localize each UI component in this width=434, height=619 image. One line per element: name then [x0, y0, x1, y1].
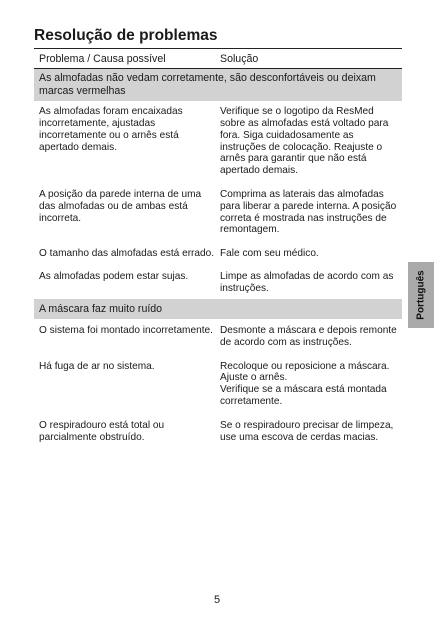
problem-cell: O tamanho das almofadas está errado.: [39, 248, 215, 260]
problem-cell: O sistema foi montado incorretamente.: [39, 325, 213, 337]
page-title: Resolução de problemas: [34, 27, 218, 44]
header-problem: Problema / Causa possível: [39, 52, 166, 65]
table-row: [34, 325, 402, 349]
problem-cell: As almofadas foram encaixadas incorretamente, ajustadas incorretamente ou o arnês está apertado demais.: [39, 106, 183, 153]
problem-cell: Há fuga de ar no sistema.: [39, 360, 155, 372]
solution-cell: Limpe as almofadas de acordo com as instruções.: [220, 270, 394, 294]
problem-cell: As almofadas podem estar sujas.: [39, 270, 189, 282]
solution-cell: Comprima as laterais das almofadas para liberar a parede interna. A posição correta é mostrada nas instruções de remontagem.: [220, 188, 397, 236]
language-tab: [408, 262, 434, 328]
table-row: [34, 248, 402, 260]
table-row: [34, 106, 402, 177]
troubleshooting-table: [34, 48, 402, 443]
solution-cell: Desmonte a máscara e depois remonte de acordo com as instruções.: [220, 325, 397, 348]
table-row: [34, 420, 402, 444]
section-heading: As almofadas não vedam corretamente, são desconfortáveis ou deixam marcas vermelhas: [34, 69, 402, 101]
table-header: [34, 49, 402, 69]
solution-cell: Verifique se o logotipo da ResMed sobre as almofadas está voltado para fora. Siga cuidadosamente as instruções de colocação. Reajuste o arnês para garantir que não está apertado demais.: [220, 106, 389, 177]
section-heading: A máscara faz muito ruído: [34, 299, 402, 320]
table-row: [34, 361, 402, 408]
solution-cell: Recoloque ou reposicione a máscara. Ajuste o arnês. Verifique se a máscara está montada corretamente.: [220, 360, 390, 408]
page-number: 5: [213, 594, 221, 606]
problem-cell: A posição da parede interna de uma das almofadas ou de ambas está incorreta.: [39, 188, 202, 224]
table-row: [34, 189, 402, 236]
header-solution: Solução: [220, 52, 259, 65]
solution-cell: Se o respiradouro precisar de limpeza, use uma escova de cerdas macias.: [220, 419, 394, 443]
solution-cell: Fale com seu médico.: [220, 248, 319, 260]
problem-cell: O respiradouro está total ou parcialmente obstruído.: [39, 419, 165, 443]
table-row: [34, 271, 402, 295]
language-tab-label: Português: [415, 270, 427, 320]
